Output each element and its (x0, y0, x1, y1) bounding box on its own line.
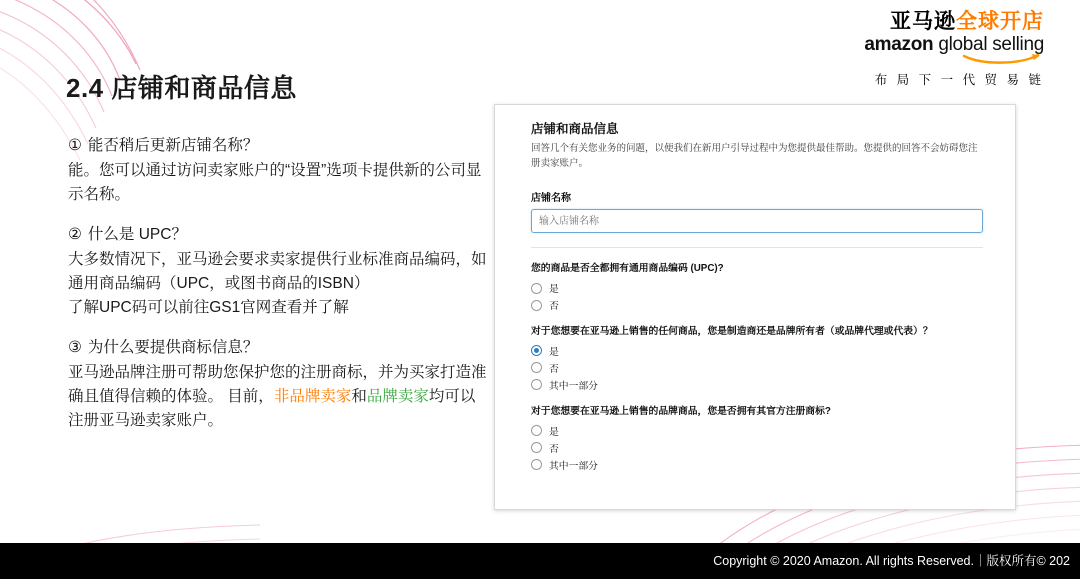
logo-global-selling-text: global selling (933, 34, 1044, 56)
radio-icon[interactable] (531, 283, 542, 294)
radio-label: 是 (549, 284, 559, 296)
radio-label: 是 (549, 426, 559, 438)
store-name-label: 店铺名称 (531, 193, 571, 205)
radio-label: 其中一部分 (549, 380, 598, 392)
qa-question-2 (68, 223, 488, 247)
form-description: 回答几个有关您业务的问题，以便我们在新用户引导过程中为您提供最佳帮助。您提供的回答不会妨碍您注册卖家账户。 (531, 143, 978, 169)
amazon-global-selling-logo (864, 10, 1044, 88)
qa-answer-3-mid: 和 (351, 388, 367, 406)
radio-icon[interactable] (531, 300, 542, 311)
qa-answer-3 (68, 361, 488, 433)
radio-icon[interactable] (531, 459, 542, 470)
radio-label: 否 (549, 363, 559, 375)
qa-number-1: ① (68, 137, 82, 154)
radio-label: 否 (549, 443, 559, 455)
qa-number-2: ② (68, 226, 82, 244)
radio-option-upc-yes[interactable] (531, 281, 993, 295)
qa-answer-3-part2: 均可以注册亚马逊卖家账户。 (68, 388, 476, 430)
radio-option-manufacturer-no[interactable] (531, 361, 993, 375)
qa-answer-3-highlight-nonbrand: 非品牌卖家 (273, 388, 352, 406)
qa-block-1 (68, 134, 488, 207)
form-divider (531, 247, 983, 248)
store-product-info-form-panel (494, 104, 1016, 510)
logo-tagline: 布 局 下 一 代 贸 易 链 (874, 73, 1044, 88)
radio-icon[interactable] (531, 442, 542, 453)
radio-option-trademark-some[interactable] (531, 458, 993, 472)
radio-icon[interactable] (531, 362, 542, 373)
question-text-trademark: 对于您想要在亚马逊上销售的品牌商品，您是否拥有其官方注册商标? (531, 405, 831, 417)
question-group-manufacturer (531, 325, 993, 392)
qa-answer-2: 大多数情况下，亚马逊会要求卖家提供行业标准商品编码，如通用商品编码（UPC，或图书商品的ISBN） (68, 251, 487, 293)
radio-option-trademark-no[interactable] (531, 441, 993, 455)
qa-answer-3-highlight-brand: 品牌卖家 (366, 388, 429, 406)
radio-option-upc-no[interactable] (531, 298, 993, 312)
question-group-trademark (531, 405, 993, 472)
left-text-column (68, 134, 488, 449)
qa-answer-1: 能。您可以通过访问卖家账户的“设置”选项卡提供新的公司显示名称。 (68, 162, 482, 204)
logo-english-line (864, 35, 1044, 56)
radio-option-trademark-yes[interactable] (531, 424, 993, 438)
radio-option-manufacturer-some[interactable] (531, 378, 993, 392)
radio-label: 否 (549, 301, 559, 313)
qa-question-text-1: 能否稍后更新店铺名称？ (87, 137, 259, 154)
logo-cn-black: 亚马逊 (890, 10, 956, 33)
radio-label: 其中一部分 (549, 460, 598, 472)
form-title: 店铺和商品信息 (531, 122, 619, 136)
logo-cn-orange: 全球开店 (956, 10, 1044, 33)
radio-option-manufacturer-yes[interactable] (531, 344, 993, 358)
question-text-manufacturer: 对于您想要在亚马逊上销售的任何商品，您是制造商还是品牌所有者（或品牌代理或代表）？ (531, 326, 933, 338)
logo-amazon-wordmark: amazon (864, 34, 934, 56)
qa-question-3 (68, 336, 488, 360)
radio-label: 是 (549, 346, 559, 358)
question-group-upc (531, 262, 993, 312)
qa-block-2 (68, 223, 488, 320)
qa-question-1 (68, 134, 488, 158)
logo-chinese-line (864, 10, 1044, 34)
qa-answer-3-part1: 亚马逊品牌注册可帮助您保护您的注册商标，并为买家打造准确且值得信赖的体验。 目前， (68, 364, 487, 406)
qa-question-text-2: 什么是 UPC？ (87, 226, 187, 244)
qa-question-text-3: 为什么要提供商标信息？ (87, 339, 259, 357)
radio-icon[interactable] (531, 379, 542, 390)
qa-block-3 (68, 336, 488, 433)
footer-copyright: Copyright © 2020 Amazon. All rights Reserved.｜版权所有© 202 (713, 554, 1070, 568)
radio-icon[interactable] (531, 425, 542, 436)
page-title: 2.4 店铺和商品信息 (66, 73, 297, 103)
qa-answer-2b: 了解UPC码可以前往GS1官网查看并了解 (68, 299, 349, 317)
store-name-input[interactable] (531, 209, 983, 233)
radio-icon[interactable] (531, 345, 542, 356)
question-text-upc: 您的商品是否全都拥有通用商品编码 (UPC)? (531, 263, 724, 275)
qa-number-3: ③ (68, 339, 82, 357)
